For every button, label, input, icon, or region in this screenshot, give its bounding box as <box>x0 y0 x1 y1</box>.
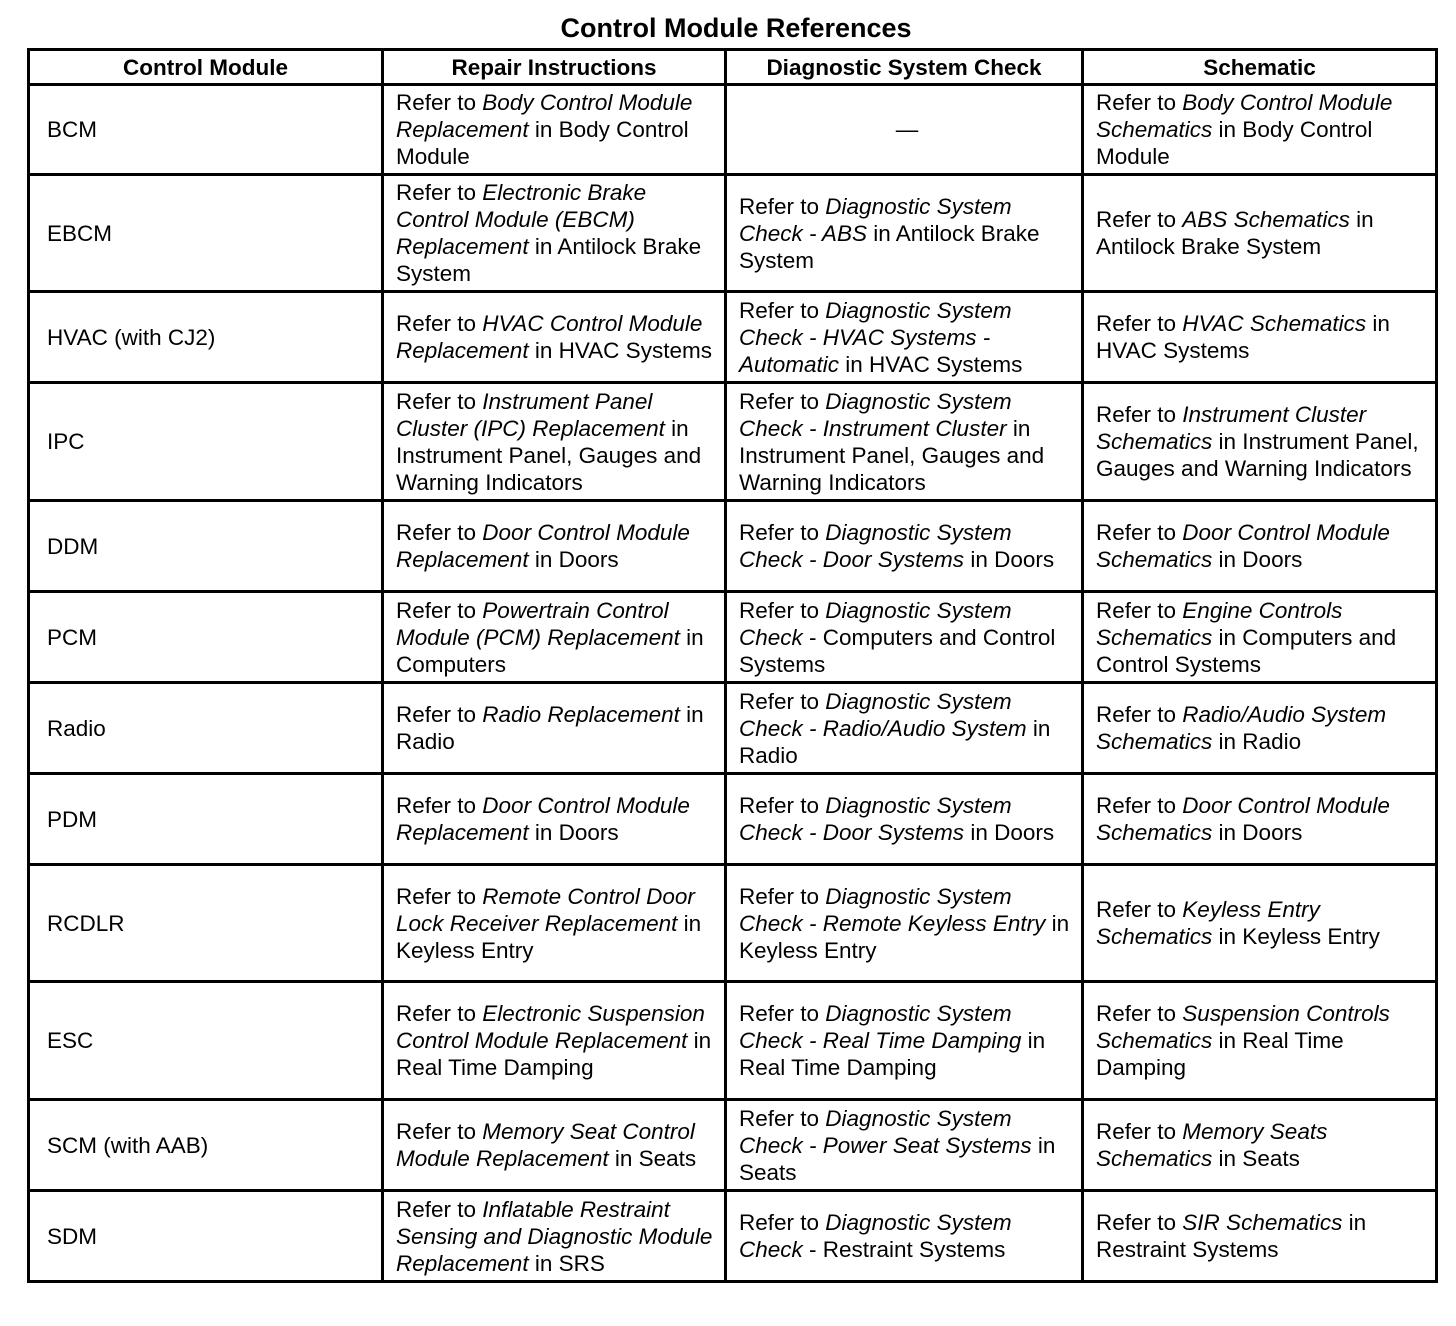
reference-text: Refer to <box>396 702 483 727</box>
reference-title: SIR Schematics <box>1182 1210 1343 1235</box>
reference-text: in Body Control Module <box>396 117 689 169</box>
reference-title: Diagnostic System Check <box>739 1210 1012 1262</box>
reference-text: Refer to <box>396 1196 483 1222</box>
cell-schematic <box>1083 1100 1437 1191</box>
cell-repair-instructions <box>383 774 726 865</box>
table-row <box>29 85 1437 175</box>
reference-title: Keyless Entry Schematics <box>1096 897 1320 949</box>
reference-text: Refer to <box>739 688 826 714</box>
reference-text: Refer to <box>396 520 483 545</box>
reference-title: Radio/Audio System Schematics <box>1096 702 1387 754</box>
reference-title: Memory Seats Schematics <box>1096 1119 1328 1171</box>
cell-repair-instructions <box>383 1100 726 1191</box>
cell-diagnostic-system-check <box>726 982 1083 1100</box>
reference-title: Instrument Panel Cluster (IPC) Replacement <box>396 388 665 441</box>
table-row <box>29 865 1437 982</box>
reference-text: in Computers <box>396 624 704 677</box>
reference-title: HVAC Schematics <box>1182 311 1367 336</box>
cell-repair-instructions <box>383 383 726 501</box>
reference-text: Refer to <box>1096 207 1183 232</box>
reference-text: in Radio <box>739 715 1051 768</box>
cell-diagnostic-system-check <box>726 592 1083 683</box>
cell-diagnostic-system-check <box>726 865 1083 982</box>
reference-title: Suspension Controls Schematics <box>1096 1001 1390 1053</box>
control-module-references-table <box>27 48 1438 1283</box>
reference-title: Diagnostic System Check - HVAC Systems - Automatic <box>739 297 1012 377</box>
cell-control-module: HVAC (with CJ2) <box>29 292 383 383</box>
reference-text: in HVAC Systems <box>1096 311 1390 363</box>
reference-text: Refer to <box>396 311 483 336</box>
reference-text: Refer to <box>396 1001 483 1026</box>
cell-control-module: EBCM <box>29 175 383 292</box>
reference-title: Engine Controls Schematics <box>1096 597 1343 650</box>
cell-schematic <box>1083 292 1437 383</box>
cell-diagnostic-system-check <box>726 501 1083 592</box>
cell-schematic <box>1083 383 1437 501</box>
table-row <box>29 383 1437 501</box>
reference-text: in HVAC Systems <box>839 351 1023 377</box>
reference-title: Diagnostic System Check - Radio/Audio System <box>739 688 1027 741</box>
table-row <box>29 683 1437 774</box>
reference-text: in Restraint Systems <box>1096 1210 1367 1262</box>
reference-text: Refer to <box>739 1001 826 1026</box>
reference-text: Refer to <box>1096 897 1183 922</box>
column-header-control-module: Control Module <box>29 50 383 85</box>
reference-text: in Antilock Brake System <box>1096 207 1374 259</box>
reference-title: Electronic Brake Control Module (EBCM) Replacement <box>396 180 647 259</box>
reference-text: Refer to <box>739 793 826 818</box>
reference-title: Door Control Module Replacement <box>396 520 690 572</box>
reference-text: in Seats <box>739 1132 1056 1185</box>
cell-schematic <box>1083 865 1437 982</box>
reference-text: in Keyless Entry <box>396 910 702 963</box>
cell-diagnostic-system-check <box>726 292 1083 383</box>
cell-repair-instructions <box>383 1191 726 1282</box>
cell-schematic <box>1083 175 1437 292</box>
reference-text: Refer to <box>396 883 483 909</box>
reference-text: in Instrument Panel, Gauges and Warning Indicators <box>1096 429 1419 481</box>
reference-text: in Antilock Brake System <box>396 234 702 286</box>
cell-control-module: PCM <box>29 592 383 683</box>
reference-text: Refer to <box>739 520 826 545</box>
cell-control-module: BCM <box>29 85 383 175</box>
cell-control-module: Radio <box>29 683 383 774</box>
reference-text: Refer to <box>739 1105 826 1131</box>
reference-text: Refer to <box>739 883 826 909</box>
reference-text: in Seats <box>608 1146 697 1171</box>
reference-title: Diagnostic System Check - Door Systems <box>739 793 1012 845</box>
reference-text: Refer to <box>396 793 483 818</box>
reference-title: Radio Replacement <box>482 702 680 727</box>
cell-control-module: DDM <box>29 501 383 592</box>
reference-title: Diagnostic System Check - Real Time Damping <box>739 1001 1022 1053</box>
reference-text: Refer to <box>739 597 826 623</box>
cell-repair-instructions <box>383 865 726 982</box>
reference-text: Refer to <box>396 180 483 205</box>
reference-title: Diagnostic System Check <box>739 597 1012 650</box>
reference-text: in Doors <box>964 820 1055 845</box>
reference-title: Body Control Module Replacement <box>396 90 693 142</box>
reference-title: Door Control Module Schematics <box>1096 793 1390 845</box>
reference-title: Inflatable Restraint Sensing and Diagnostic Module Replacement <box>396 1196 713 1276</box>
table-row <box>29 1191 1437 1282</box>
cell-repair-instructions <box>383 501 726 592</box>
cell-control-module: RCDLR <box>29 865 383 982</box>
table-row <box>29 774 1437 865</box>
reference-title: Instrument Cluster Schematics <box>1096 402 1367 454</box>
reference-title: Diagnostic System Check - Power Seat Systems <box>739 1105 1032 1158</box>
reference-text: in Doors <box>528 547 619 572</box>
cell-repair-instructions <box>383 85 726 175</box>
table-row <box>29 592 1437 683</box>
cell-repair-instructions <box>383 175 726 292</box>
reference-text: in Keyless Entry <box>1212 924 1380 949</box>
cell-schematic <box>1083 85 1437 175</box>
cell-schematic <box>1083 592 1437 683</box>
reference-text: Refer to <box>396 597 483 623</box>
reference-title: Diagnostic System Check - Remote Keyless Entry <box>739 883 1046 936</box>
reference-text: Refer to <box>1096 402 1183 427</box>
cell-schematic <box>1083 501 1437 592</box>
reference-title: Door Control Module Replacement <box>396 793 690 845</box>
reference-text: in Real Time Damping <box>1096 1028 1344 1080</box>
reference-text: in Radio <box>1212 729 1302 754</box>
cell-repair-instructions <box>383 683 726 774</box>
cell-repair-instructions <box>383 292 726 383</box>
reference-title: Remote Control Door Lock Receiver Replacement <box>396 883 695 936</box>
reference-text: - Restraint Systems <box>802 1237 1006 1262</box>
reference-title: Powertrain Control Module (PCM) Replacement <box>396 597 680 650</box>
cell-control-module: PDM <box>29 774 383 865</box>
cell-diagnostic-system-check <box>726 1191 1083 1282</box>
column-header-repair-instructions: Repair Instructions <box>383 50 726 85</box>
reference-text: in Doors <box>528 820 619 845</box>
reference-text: Refer to <box>1096 793 1183 818</box>
reference-text: Refer to <box>739 193 826 219</box>
reference-text: Refer to <box>739 297 826 323</box>
reference-text: Refer to <box>1096 520 1183 545</box>
table-header-row <box>29 50 1437 85</box>
reference-title: HVAC Control Module Replacement <box>396 311 703 363</box>
reference-title: Body Control Module Schematics <box>1096 90 1393 142</box>
cell-diagnostic-system-check <box>726 774 1083 865</box>
cell-diagnostic-system-check <box>726 383 1083 501</box>
reference-title: Diagnostic System Check - ABS <box>739 193 1012 246</box>
reference-text: in Keyless Entry <box>739 910 1070 963</box>
reference-text: in Seats <box>1212 1146 1300 1171</box>
table-row <box>29 982 1437 1100</box>
reference-text: in Radio <box>396 702 704 754</box>
reference-text: Refer to <box>1096 1001 1183 1026</box>
reference-text: Refer to <box>739 388 826 414</box>
reference-text: Refer to <box>1096 597 1183 623</box>
reference-text: Refer to <box>396 1119 483 1144</box>
column-header-diagnostic-system-check: Diagnostic System Check <box>726 50 1083 85</box>
reference-title: Door Control Module Schematics <box>1096 520 1390 572</box>
reference-text: Refer to <box>396 90 483 115</box>
cell-control-module: IPC <box>29 383 383 501</box>
cell-schematic <box>1083 683 1437 774</box>
cell-diagnostic-system-check <box>726 175 1083 292</box>
table-row <box>29 175 1437 292</box>
reference-text: in Antilock Brake System <box>739 220 1040 273</box>
reference-text: in Instrument Panel, Gauges and Warning Indicators <box>739 415 1045 495</box>
cell-diagnostic-system-check <box>726 1100 1083 1191</box>
cell-schematic <box>1083 1191 1437 1282</box>
column-header-schematic: Schematic <box>1083 50 1437 85</box>
table-row <box>29 501 1437 592</box>
reference-title: Diagnostic System Check - Door Systems <box>739 520 1012 572</box>
reference-title: Memory Seat Control Module Replacement <box>396 1119 695 1171</box>
table-row <box>29 1100 1437 1191</box>
cell-control-module: SCM (with AAB) <box>29 1100 383 1191</box>
reference-text: in Computers and Control Systems <box>1096 624 1397 677</box>
reference-title: Electronic Suspension Control Module Replacement <box>396 1001 705 1053</box>
cell-schematic <box>1083 982 1437 1100</box>
reference-text: — <box>895 117 919 142</box>
cell-repair-instructions <box>383 592 726 683</box>
reference-text: in HVAC Systems <box>528 338 712 363</box>
reference-text: Refer to <box>396 388 483 414</box>
cell-control-module: SDM <box>29 1191 383 1282</box>
cell-control-module: ESC <box>29 982 383 1100</box>
reference-text: in Body Control Module <box>1096 117 1373 169</box>
cell-diagnostic-system-check <box>726 85 1083 175</box>
reference-text: Refer to <box>1096 1210 1183 1235</box>
cell-repair-instructions <box>383 982 726 1100</box>
reference-text: Refer to <box>1096 702 1183 727</box>
cell-schematic <box>1083 774 1437 865</box>
reference-text: Refer to <box>1096 1119 1183 1144</box>
reference-text: in SRS <box>528 1250 605 1276</box>
reference-text: in Instrument Panel, Gauges and Warning Indicators <box>396 415 702 495</box>
reference-text: in Real Time Damping <box>739 1028 1046 1080</box>
reference-text: in Doors <box>964 547 1055 572</box>
reference-text: in Real Time Damping <box>396 1028 712 1080</box>
reference-text: - Computers and Control Systems <box>739 624 1056 677</box>
reference-title: Diagnostic System Check - Instrument Cluster <box>739 388 1012 441</box>
reference-text: Refer to <box>739 1210 826 1235</box>
page-title: Control Module References <box>560 13 912 43</box>
reference-text: Refer to <box>1096 311 1183 336</box>
table-row <box>29 292 1437 383</box>
cell-diagnostic-system-check <box>726 683 1083 774</box>
reference-text: Refer to <box>1096 90 1183 115</box>
reference-text: in Doors <box>1212 547 1303 572</box>
reference-title: ABS Schematics <box>1182 207 1350 232</box>
reference-text: in Doors <box>1212 820 1303 845</box>
